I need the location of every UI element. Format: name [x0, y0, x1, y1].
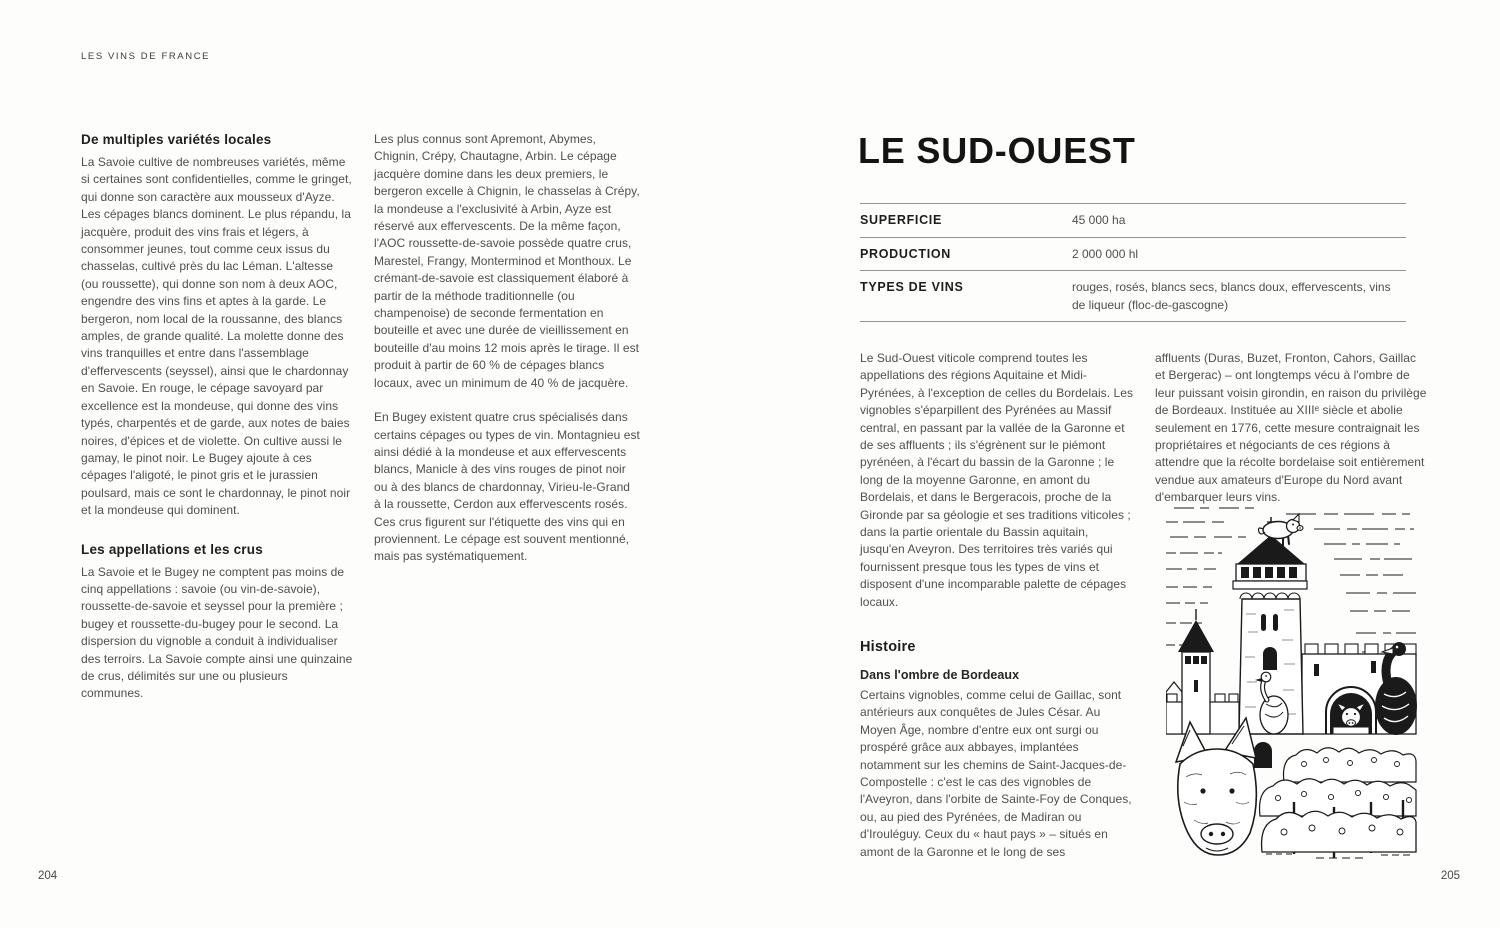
fact-value: rouges, rosés, blancs secs, blancs doux, effervescents, vins de liqueur (floc-de-gascogne): [1072, 280, 1391, 312]
right-page-column-2: [1155, 350, 1429, 507]
paragraph-histoire: Certains vignobles, comme celui de Gaillac, sont antérieurs aux conquêtes de Jules César. Au Moyen Âge, nombre d'entre eux ont surgi ou prospéré grâce aux abbayes, implantées notamment sur les chemins de Saint-Jacques-de-Compostelle : c'est le cas des vignobles de l'Aveyron, dans l'orbite de Sainte-Foy de Conques, ou, au pied des Pyrénées, de Madiran ou d'Irouléguy. Ceux du « haut pays » – situés en amont de la Garonne et le long de ses: [860, 687, 1132, 859]
small-tower: [1178, 609, 1214, 734]
fact-label: TYPES DE VINS: [860, 280, 964, 294]
fact-label: SUPERFICIE: [860, 213, 943, 227]
fact-table: [860, 203, 1406, 322]
vineyard-rows: [1260, 748, 1416, 858]
page-number-left: 204: [38, 870, 58, 882]
right-page-column-1: [860, 350, 1134, 861]
heading-histoire: Histoire: [860, 639, 916, 656]
subheading-varietes-locales: De multiples variétés locales: [81, 132, 272, 147]
page-number-right: 205: [1440, 870, 1460, 882]
subheading-appellations-crus: Les appellations et les crus: [81, 541, 263, 557]
illustration-cahors-tower-pigs-geese: [1166, 502, 1418, 862]
paragraph-appellations: La Savoie et le Bugey ne comptent pas moins de cinq appellations : savoie (ou vin-de-savoie), roussette-de-savoie et seyssel pour la première ; bugey et roussette-du-bugey pour le second. La dispersion du vignoble a conduit à individualiser des terroirs. La Savoie compte ainsi une quinzaine de crus, délimités sur une ou plusieurs communes.: [81, 564, 353, 701]
left-page-column-1: [81, 131, 353, 703]
paragraph-histoire-suite: affluents (Duras, Buzet, Fronton, Cahors, Gaillac et Bergerac) – ont longtemps vécu à l'ombre de leur puissant voisin girondin, en raison du privilège de Bordeaux. Instituée au XIIIᵉ siècle et abolie seulement en 1776, cette mesure contraignait les propriétaires et négociants de ces régions à attendre que la récolte bordelaise soit entièrement vendue aux amateurs d'Europe du Nord avant d'embarquer leurs vins.: [1155, 351, 1427, 505]
foreground-pig: [1176, 718, 1256, 855]
page-title: LE SUD-OUEST: [858, 130, 1136, 171]
fact-value: 45 000 ha: [1072, 213, 1126, 227]
paragraph-varietes: La Savoie cultive de nombreuses variétés, même si certaines sont confidentielles, comme le gringet, qui donne son caractère aux mousseux d'Ayze. Les cépages blancs dominent. Le plus répandu, la jacquère, produit des vins frais et légers, à consommer jeunes, tout comme ceux issus du chasselas, cultivé près du lac Léman. L'altesse (ou roussette), qui donne son nom à deux AOC, engendre des vins fins et aptes à la garde. Le bergeron, nom local de la roussanne, des blancs amples, de grande qualité. La molette donne des vins tranquilles et entre dans l'assemblage d'effervescents (seyssel), ainsi que le chardonnay en Savoie. En rouge, le cépage savoyard par excellence est la mondeuse, qui donne des vins typés, charpentés et de garde, aux notes de baies noires, d'épices et de violette. On cultive aussi le gamay, le pinot noir. Le Bugey ajoute à ces cépages l'aligoté, le pinot gris et le jurassien poulsard, mais ce sont le chardonnay, le pinot noir et la mondeuse qui dominent.: [81, 155, 352, 518]
paragraph-crus-savoie: Les plus connus sont Apremont, Abymes, Chignin, Crépy, Chautagne, Arbin. Le cépage jacquère domine dans les deux premiers, le bergeron excelle à Chignin, le chasselas à Crépy, la mondeuse a l'exclusivité à Arbin, Ayze est réservé aux effervescents. De la même façon, l'AOC roussette-de-savoie possède quatre crus, Marestel, Frangy, Monterminod et Monthoux. Le crémant-de-savoie est classiquement élaboré à partir de la méthode traditionnelle (ou champenoise) de seconde fermentation en bouteille et avec une durée de vieillissement en bouteille d'au moins 12 mois après le tirage. Il est produit à partir de 60 % de cépages blancs locaux, avec un minimum de 40 % de jacquère.: [374, 132, 640, 390]
fact-row-production: [860, 237, 1406, 271]
fact-label: PRODUCTION: [860, 246, 952, 261]
left-page-column-2: [374, 131, 640, 566]
fact-value: 2 000 000 hl: [1072, 246, 1139, 261]
paragraph-sud-ouest-intro: Le Sud-Ouest viticole comprend toutes les appellations des régions Aquitaine et Midi-Pyrénées, à l'exception de celles du Bordelais. Les vignobles s'éparpillent des Pyrénées au Massif central, en passant par la vallée de la Garonne et de ses affluents ; ils s'égrènent sur le piémont pyrénéen, à l'écart du bassin de la Garonne ; le long de la moyenne Garonne, en amont du Bordelais, et dans le Bergeracois, proche de la Gironde par sa géologie et ses traditions viticoles ; dans la partie orientale du Bassin aquitain, jusqu'en Aveyron. Des territoires très variés qui fournissent presque tous les types de vins et disposent d'une incomparable palette de cépages locaux.: [860, 351, 1134, 609]
dark-doorway: [1254, 742, 1272, 768]
paragraph-crus-bugey: En Bugey existent quatre crus spécialisés dans certains cépages ou types de vin. Montagnieu est ainsi dédié à la mondeuse et aux effervescents blancs, Manicle à des vins rouges de pinot noir ou à des blancs de chardonnay, Virieu-le-Grand à la roussette, Cerdon aux effervescents rosés. Ces crus figurent sur l'étiquette des vins qui en proviennent. Le cépage est souvent mentionné, mais pas systématiquement.: [374, 410, 640, 564]
fact-row-superficie: [860, 203, 1406, 237]
fact-row-types-de-vins: [860, 270, 1406, 322]
running-head: LES VINS DE FRANCE: [81, 51, 211, 62]
subheading-ombre-bordeaux: Dans l'ombre de Bordeaux: [860, 667, 1020, 682]
